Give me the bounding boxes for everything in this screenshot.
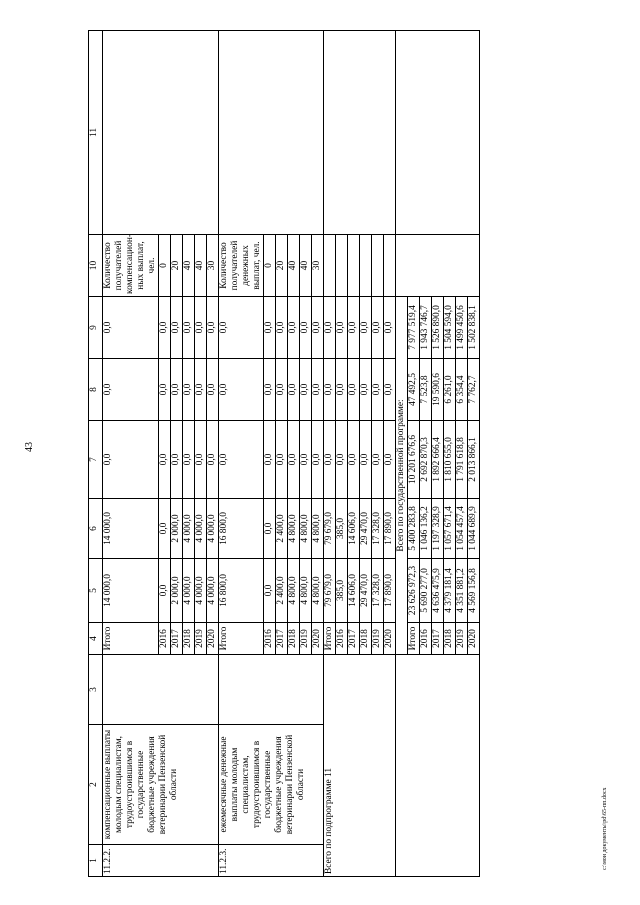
value-cell: 0,0 — [324, 359, 336, 421]
value-cell: 0,0 — [276, 297, 288, 359]
empty-cell — [324, 235, 336, 297]
value-cell: 0,0 — [159, 499, 171, 559]
value-cell: 0,0 — [103, 421, 159, 499]
value-cell: 2 692 870,3 — [420, 421, 432, 499]
value-cell: 0,0 — [159, 421, 171, 499]
year-cell: Итого — [324, 623, 336, 655]
column-number-5: 5 — [89, 559, 103, 623]
value-cell: 0,0 — [360, 421, 372, 499]
value-cell: 1 197 328,9 — [432, 499, 444, 559]
year-cell: 2017 — [171, 623, 183, 655]
value-cell: 0,0 — [195, 359, 207, 421]
value-cell: 0,0 — [219, 421, 264, 499]
value-cell: 4 636 475,9 — [432, 559, 444, 623]
year-cell: Итого — [103, 623, 159, 655]
year-cell: Итого — [219, 623, 264, 655]
value-cell: 17 328,0 — [372, 559, 384, 623]
value-cell: 0,0 — [300, 421, 312, 499]
value-cell: 4 000,0 — [183, 499, 195, 559]
section-row — [103, 31, 159, 877]
value-cell: 1 044 689,9 — [468, 499, 480, 559]
value-cell: 1 046 136,2 — [420, 499, 432, 559]
empty-cell — [396, 655, 480, 877]
value-cell: 17 328,0 — [372, 499, 384, 559]
measure-id: 11.2.3. — [219, 845, 324, 877]
value-cell: 0,0 — [264, 499, 276, 559]
indicator-value: 0 — [264, 235, 276, 297]
value-cell: 6 261,0 — [444, 359, 456, 421]
value-cell: 4 800,0 — [300, 559, 312, 623]
value-cell: 0,0 — [312, 359, 324, 421]
value-cell: 16 800,0 — [219, 559, 264, 623]
value-cell: 0,0 — [360, 297, 372, 359]
year-cell: 2019 — [300, 623, 312, 655]
value-cell: 2 013 866,1 — [468, 421, 480, 499]
indicator-value: 0 — [159, 235, 171, 297]
value-cell: 1 054 457,4 — [456, 499, 468, 559]
value-cell: 23 626 972,3 — [408, 559, 420, 623]
executor-cell — [103, 655, 219, 725]
indicator-value: 30 — [207, 235, 219, 297]
program-financing-table — [88, 30, 480, 877]
value-cell: 2 000,0 — [171, 499, 183, 559]
value-cell: 17 890,0 — [384, 559, 396, 623]
value-cell: 0,0 — [171, 297, 183, 359]
value-cell: 0,0 — [183, 297, 195, 359]
value-cell: 0,0 — [183, 359, 195, 421]
value-cell: 0,0 — [324, 297, 336, 359]
program-total-label: Всего по государственной программе: — [396, 297, 408, 655]
year-cell: 2017 — [432, 623, 444, 655]
year-cell: 2019 — [372, 623, 384, 655]
indicator-value: 40 — [195, 235, 207, 297]
value-cell: 0,0 — [195, 421, 207, 499]
value-cell: 10 201 676,6 — [408, 421, 420, 499]
value-cell: 0,0 — [219, 297, 264, 359]
year-cell: 2016 — [336, 623, 348, 655]
value-cell: 4 351 881,2 — [456, 559, 468, 623]
value-cell: 1 791 618,8 — [456, 421, 468, 499]
year-cell: 2019 — [195, 623, 207, 655]
measure-name: ежемесячные денежные выплаты молодым специалистам, трудоустроившимся в государственные бюджетные учреждения ветеринарии Пензенской области — [219, 725, 324, 845]
value-cell: 0,0 — [276, 421, 288, 499]
year-cell: 2016 — [159, 623, 171, 655]
value-cell: 0,0 — [264, 297, 276, 359]
year-cell: 2020 — [207, 623, 219, 655]
value-cell: 0,0 — [159, 297, 171, 359]
value-cell: 0,0 — [276, 359, 288, 421]
value-cell: 0,0 — [171, 421, 183, 499]
value-cell: 79 679,0 — [324, 499, 336, 559]
indicator-name: Количество получателей денежных выплат, чел. — [219, 235, 264, 297]
value-cell: 0,0 — [348, 359, 360, 421]
value-cell: 0,0 — [159, 559, 171, 623]
subprogram-total-row — [324, 31, 336, 877]
value-cell: 1 502 838,1 — [468, 297, 480, 359]
value-cell: 4 800,0 — [312, 559, 324, 623]
value-cell: 0,0 — [195, 297, 207, 359]
value-cell: 4 569 156,8 — [468, 559, 480, 623]
empty-cell — [384, 235, 396, 297]
column-number-1: 1 — [89, 845, 103, 877]
value-cell: 4 800,0 — [288, 559, 300, 623]
value-cell: 79 679,0 — [324, 559, 336, 623]
value-cell: 0,0 — [207, 359, 219, 421]
value-cell: 0,0 — [183, 421, 195, 499]
year-cell: 2016 — [264, 623, 276, 655]
year-cell: 2017 — [348, 623, 360, 655]
value-cell: 29 470,0 — [360, 499, 372, 559]
value-cell: 16 800,0 — [219, 499, 264, 559]
value-cell: 0,0 — [264, 359, 276, 421]
empty-cell — [336, 235, 348, 297]
year-cell: 2020 — [468, 623, 480, 655]
value-cell: 0,0 — [312, 421, 324, 499]
value-cell: 2 400,0 — [276, 499, 288, 559]
value-cell: 17 890,0 — [384, 499, 396, 559]
program-total-label-row — [396, 31, 408, 877]
value-cell: 0,0 — [384, 421, 396, 499]
value-cell: 14 606,0 — [348, 499, 360, 559]
indicator-value: 20 — [171, 235, 183, 297]
value-cell: 0,0 — [384, 297, 396, 359]
empty-cell — [372, 235, 384, 297]
column-number-6: 6 — [89, 499, 103, 559]
year-cell: Итого — [408, 623, 420, 655]
year-cell: 2019 — [456, 623, 468, 655]
col11-cell — [324, 31, 396, 235]
value-cell: 0,0 — [360, 359, 372, 421]
year-cell: 2016 — [420, 623, 432, 655]
value-cell: 0,0 — [312, 297, 324, 359]
value-cell: 385,0 — [336, 499, 348, 559]
value-cell: 0,0 — [219, 359, 264, 421]
col11-cell — [396, 31, 480, 235]
column-number-9: 9 — [89, 297, 103, 359]
year-cell: 2018 — [288, 623, 300, 655]
value-cell: 0,0 — [264, 421, 276, 499]
value-cell: 1 892 666,4 — [432, 421, 444, 499]
value-cell: 47 492,5 — [408, 359, 420, 421]
column-number-10: 10 — [89, 235, 103, 297]
value-cell: 2 000,0 — [171, 559, 183, 623]
value-cell: 4 000,0 — [195, 559, 207, 623]
value-cell: 0,0 — [300, 359, 312, 421]
value-cell: 0,0 — [372, 421, 384, 499]
column-number-11: 11 — [89, 31, 103, 235]
indicator-value: 40 — [288, 235, 300, 297]
column-number-7: 7 — [89, 421, 103, 499]
empty-cell — [396, 235, 480, 297]
value-cell: 0,0 — [348, 421, 360, 499]
indicator-value: 30 — [312, 235, 324, 297]
column-number-2: 2 — [89, 725, 103, 845]
indicator-value: 40 — [183, 235, 195, 297]
value-cell: 0,0 — [336, 421, 348, 499]
value-cell: 0,0 — [288, 359, 300, 421]
value-cell: 0,0 — [207, 297, 219, 359]
measure-name: компенсационные выплаты молодым специалистам, трудоустроившимся в государственные бюджетные учреждения ветеринарии Пензенской области — [103, 725, 219, 845]
value-cell: 4 000,0 — [183, 559, 195, 623]
value-cell: 0,0 — [336, 297, 348, 359]
indicator-value: 20 — [276, 235, 288, 297]
value-cell: 4 800,0 — [300, 499, 312, 559]
year-cell: 2017 — [276, 623, 288, 655]
col11-cell — [103, 31, 219, 235]
value-cell: 1 057 671,4 — [444, 499, 456, 559]
value-cell: 1 810 655,0 — [444, 421, 456, 499]
value-cell: 385,0 — [336, 559, 348, 623]
value-cell: 0,0 — [348, 297, 360, 359]
value-cell: 7 977 519,4 — [408, 297, 420, 359]
value-cell: 4 800,0 — [312, 499, 324, 559]
value-cell: 4 000,0 — [195, 499, 207, 559]
header-row — [89, 31, 103, 877]
value-cell: 7 762,7 — [468, 359, 480, 421]
value-cell: 14 000,0 — [103, 499, 159, 559]
value-cell: 4 000,0 — [207, 559, 219, 623]
value-cell: 0,0 — [207, 421, 219, 499]
value-cell: 4 800,0 — [288, 499, 300, 559]
value-cell: 7 523,8 — [420, 359, 432, 421]
rotated-table-area — [88, 31, 598, 877]
value-cell: 0,0 — [384, 359, 396, 421]
value-cell: 0,0 — [372, 359, 384, 421]
value-cell: 0,0 — [336, 359, 348, 421]
empty-cell — [360, 235, 372, 297]
subprogram-total-label: Всего по подпрограмме 11 — [324, 655, 396, 877]
value-cell: 1 526 890,0 — [432, 297, 444, 359]
executor-cell — [219, 655, 324, 725]
value-cell: 14 000,0 — [103, 559, 159, 623]
value-cell: 0,0 — [372, 297, 384, 359]
value-cell: 0,0 — [300, 297, 312, 359]
year-cell: 2020 — [312, 623, 324, 655]
value-cell: 14 606,0 — [348, 559, 360, 623]
value-cell: 5 400 283,8 — [408, 499, 420, 559]
column-number-8: 8 — [89, 359, 103, 421]
value-cell: 0,0 — [103, 297, 159, 359]
value-cell: 0,0 — [103, 359, 159, 421]
column-number-3: 3 — [89, 655, 103, 725]
value-cell: 5 690 277,0 — [420, 559, 432, 623]
value-cell: 0,0 — [264, 559, 276, 623]
empty-cell — [348, 235, 360, 297]
year-cell: 2018 — [444, 623, 456, 655]
value-cell: 6 354,4 — [456, 359, 468, 421]
year-cell: 2018 — [183, 623, 195, 655]
page-number: 43 — [24, 442, 35, 452]
value-cell: 19 590,6 — [432, 359, 444, 421]
measure-id: 11.2.2. — [103, 845, 219, 877]
value-cell: 1 504 594,0 — [444, 297, 456, 359]
value-cell: 4 379 181,4 — [444, 559, 456, 623]
indicator-value: 40 — [300, 235, 312, 297]
value-cell: 0,0 — [288, 297, 300, 359]
value-cell: 0,0 — [324, 421, 336, 499]
value-cell: 29 470,0 — [360, 559, 372, 623]
column-number-4: 4 — [89, 623, 103, 655]
year-cell: 2020 — [384, 623, 396, 655]
value-cell: 0,0 — [159, 359, 171, 421]
section-row — [219, 31, 264, 877]
col11-cell — [219, 31, 324, 235]
year-cell: 2018 — [360, 623, 372, 655]
value-cell: 0,0 — [171, 359, 183, 421]
value-cell: 1 943 746,7 — [420, 297, 432, 359]
indicator-name: Количество получателей компенсацион-ных выплат, чел. — [103, 235, 159, 297]
value-cell: 0,0 — [288, 421, 300, 499]
value-cell: 4 000,0 — [207, 499, 219, 559]
value-cell: 1 499 450,6 — [456, 297, 468, 359]
value-cell: 2 400,0 — [276, 559, 288, 623]
footer-file-path: c:\мои документы\pd\65-пп.docx — [602, 787, 608, 870]
